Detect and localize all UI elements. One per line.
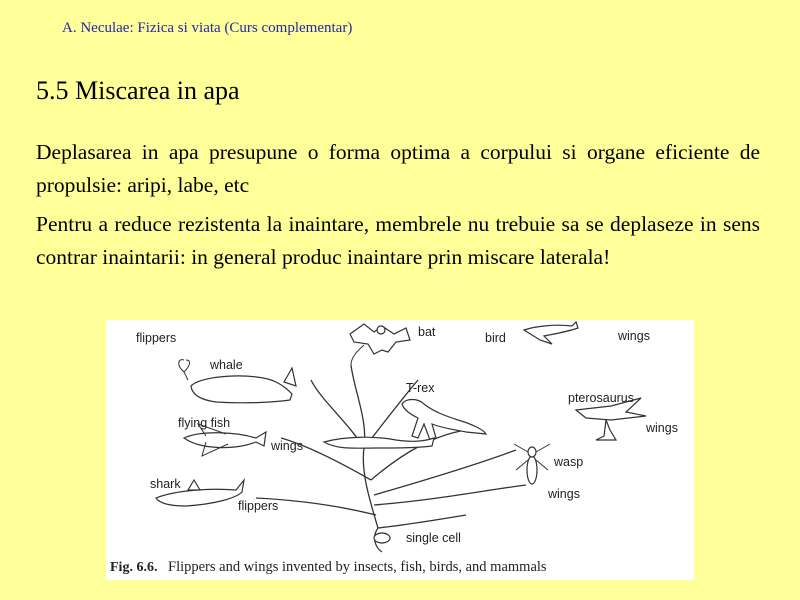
evolution-figure xyxy=(106,320,694,580)
label-whale: whale xyxy=(210,358,243,372)
reptile-drawing xyxy=(324,437,434,448)
evolution-tree-illustration xyxy=(106,320,694,580)
single-cell-drawing xyxy=(374,533,390,543)
label-trex: T-rex xyxy=(406,381,435,395)
label-flippers-top: flippers xyxy=(136,331,177,345)
paragraph-2: Pentru a reduce rezistenta la inaintare, membrele nu trebuie sa se deplaseze in sens contrar inaintarii: in general produc inaintare prin miscare laterala! xyxy=(36,212,760,269)
figure-caption-number: Fig. 6.6. xyxy=(110,560,158,575)
label-single-cell: single cell xyxy=(406,531,461,545)
label-shark: shark xyxy=(150,477,181,491)
label-flippers-bottom: flippers xyxy=(238,499,279,513)
trex-drawing xyxy=(402,400,486,441)
label-bat: bat xyxy=(418,325,436,339)
label-pterosaurus: pterosaurus xyxy=(568,391,635,405)
paragraph-1: Deplasarea in apa presupune o forma optima a corpului si organe eficiente de propulsie: aripi, labe, etc xyxy=(36,140,760,197)
label-flying-fish: flying fish xyxy=(178,416,231,430)
figure-caption-text: Flippers and wings invented by insects, fish, birds, and mammals xyxy=(168,559,547,575)
bird-drawing xyxy=(524,322,578,344)
label-wings-ptero: wings xyxy=(646,421,678,435)
label-bird: bird xyxy=(485,331,506,345)
section-title: 5.5 Miscarea in apa xyxy=(36,76,240,105)
wasp-drawing xyxy=(514,444,550,484)
course-header: A. Neculae: Fizica si viata (Curs complementar) xyxy=(62,20,353,36)
label-wings-top: wings xyxy=(618,329,650,343)
label-wings-mid: wings xyxy=(271,439,303,453)
label-wings-wasp: wings xyxy=(548,487,580,501)
label-wasp: wasp xyxy=(554,455,584,469)
